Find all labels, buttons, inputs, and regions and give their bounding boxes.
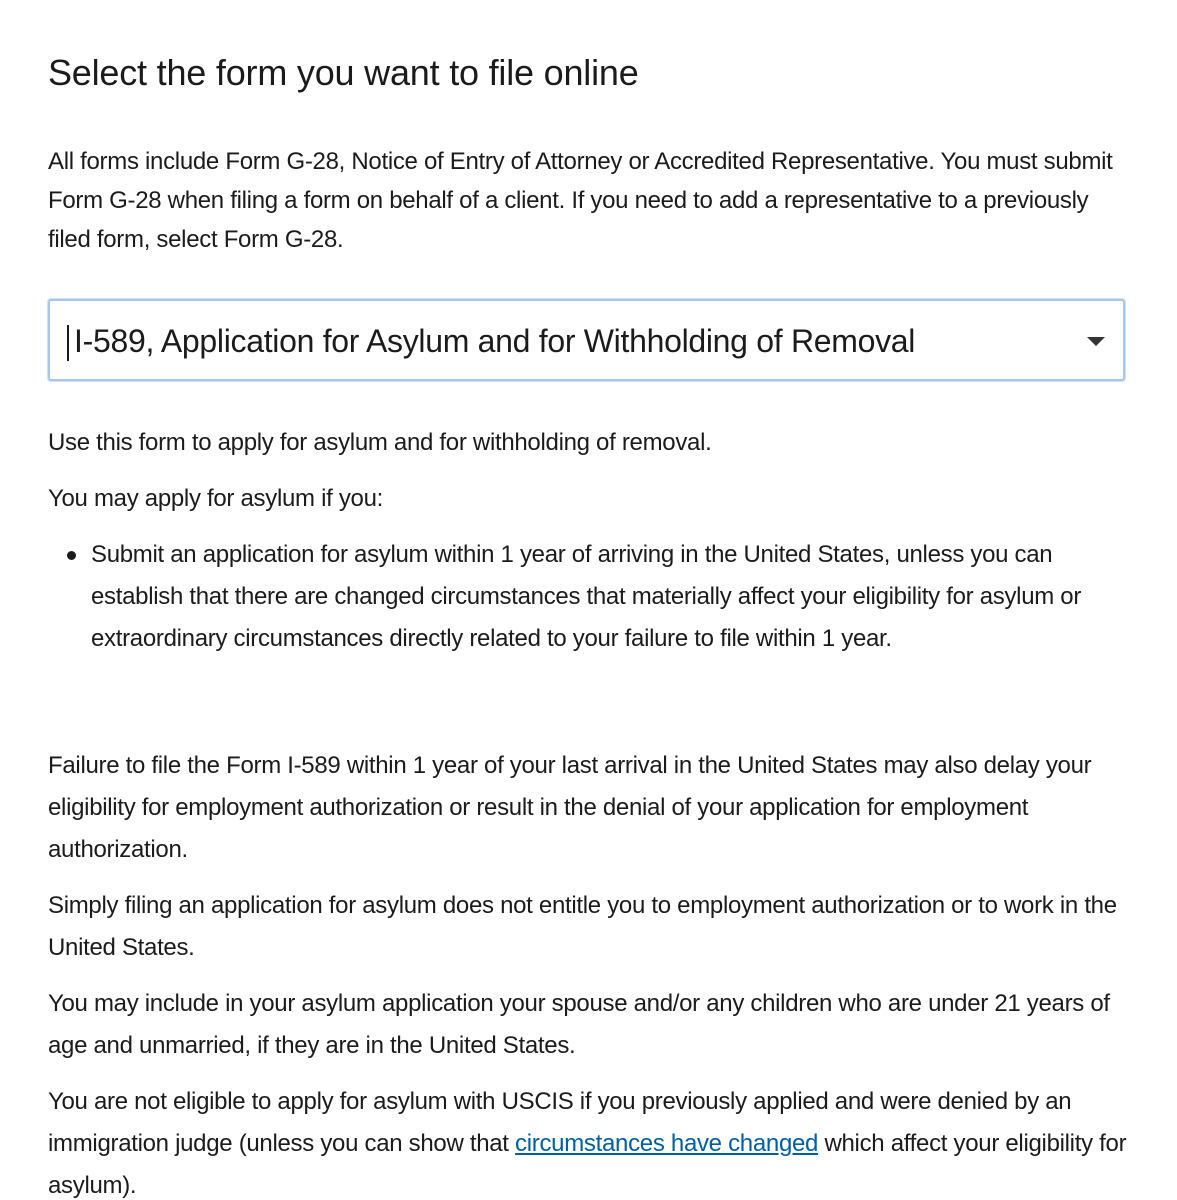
- ineligibility-text-end: which affect your eligibility for asylum).: [48, 1130, 1127, 1199]
- circumstances-changed-link[interactable]: circumstances have changed: [515, 1130, 819, 1157]
- list-item-text: Submit an application for asylum within 1 year of arriving in the United States, unless you can establish that there are changed circumstances that materially affect your eligibility for asylum or extraordinary circumstances directly related to your failure to file within 1 year.: [91, 541, 1082, 652]
- list-item: [48, 534, 1138, 660]
- form-purpose-text: Use this form to apply for asylum and for withholding of removal.: [48, 429, 712, 456]
- employment-notice-text: Simply filing an application for asylum does not entitle you to employment authorization or to work in the United States.: [48, 892, 1117, 961]
- intro-paragraph: All forms include Form G-28, Notice of Entry of Attorney or Accredited Representative. You must submit Form G-28 when filing a form on behalf of a client. If you need to add a representative to a previously filed form, select Form G-28.: [48, 148, 1113, 253]
- page-title: Select the form you want to file online: [48, 52, 639, 93]
- family-notice-text: You may include in your asylum application your spouse and/or any children who are under 21 years of age and unmarried, if they are in the United States.: [48, 990, 1110, 1059]
- chevron-down-icon[interactable]: [1087, 337, 1105, 346]
- form-type-selected-value: I-589, Application for Asylum and for Withholding of Removal: [74, 323, 916, 359]
- ineligibility-text-start: You are not eligible to apply for asylum with USCIS if you previously applied and were denied by an immigration judge (unless you can show that: [48, 1088, 1072, 1157]
- text-cursor: [67, 325, 69, 361]
- failure-notice-text: Failure to file the Form I-589 within 1 year of your last arrival in the United States may also delay your eligibility for employment authorization or result in the denial of your application for employment authorization.: [48, 752, 1092, 863]
- ineligibility-notice: [48, 1081, 1138, 1200]
- bullet-icon: [67, 551, 76, 560]
- eligibility-lead-text: You may apply for asylum if you:: [48, 485, 384, 512]
- form-type-select[interactable]: [48, 299, 1125, 381]
- eligibility-list: [48, 534, 1138, 660]
